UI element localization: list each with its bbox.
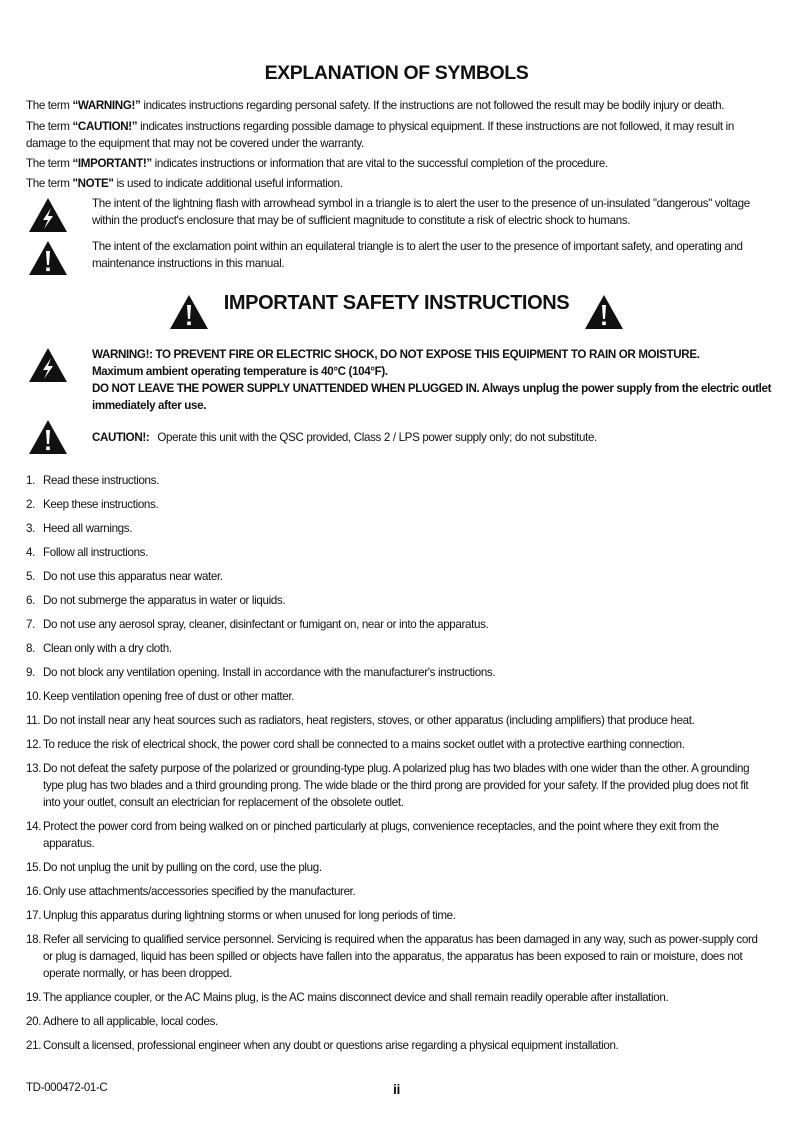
list-item-number: 5. (26, 570, 35, 583)
symbol-lightning-text: The intent of the lightning flash with arrowhead symbol in a triangle is to alert the user to the presence of un-insulated "dangerous" voltage within the product's enclosure that may be of sufficient magnitude to constitute a risk of electric shock to humans. (92, 197, 750, 227)
term-warning-definition: The term “WARNING!” indicates instructions regarding personal safety. If the instructions are not followed the result may be bodily injury or death. (26, 99, 725, 112)
section-title-symbols: EXPLANATION OF SYMBOLS (264, 62, 529, 84)
list-item-text: The appliance coupler, or the AC Mains plug, is the AC mains disconnect device and shall remain readily operable after installation. (43, 991, 669, 1004)
list-item-number: 15. (26, 861, 42, 874)
list-item (26, 616, 766, 633)
list-item (26, 496, 766, 513)
section-title-safety: IMPORTANT SAFETY INSTRUCTIONS (223, 292, 570, 314)
list-item-number: 13. (26, 762, 42, 775)
list-item (26, 931, 766, 982)
term-important: “IMPORTANT!” (72, 157, 152, 170)
term-caution-definition: The term “CAUTION!” indicates instructions regarding possible damage to physical equipment. If these instructions are not followed, it may result in damage to the equipment that may not be covered under the warranty. (26, 120, 734, 150)
list-item-text: Do not defeat the safety purpose of the polarized or grounding-type plug. A polarized plug has two blades with one wider than the other. A grounding type plug has two blades and a third grounding prong. The wide blade or the third prong are provided for your safety. If the provided plug does not fit into your outlet, consult an electrician for replacement of the obsolete outlet. (43, 762, 750, 809)
list-item-text: Clean only with a dry cloth. (43, 642, 172, 655)
list-item (26, 907, 766, 924)
list-item-number: 6. (26, 594, 35, 607)
list-item (26, 520, 766, 537)
list-item-text: Heed all warnings. (43, 522, 133, 535)
list-item (26, 568, 766, 585)
list-item-number: 3. (26, 522, 35, 535)
list-item-number: 20. (26, 1015, 42, 1028)
list-item (26, 859, 766, 876)
list-item-text: Read these instructions. (43, 474, 159, 487)
list-item-number: 19. (26, 991, 42, 1004)
term-important-definition: The term “IMPORTANT!” indicates instructions or information that are vital to the successful completion of the procedure. (26, 157, 608, 170)
list-item-number: 1. (26, 474, 35, 487)
list-item-text: Do not submerge the apparatus in water or liquids. (43, 594, 286, 607)
list-item-text: Do not block any ventilation opening. Install in accordance with the manufacturer's instructions. (43, 666, 496, 679)
list-item (26, 1037, 766, 1054)
list-item (26, 544, 766, 561)
term-warning: “WARNING!” (72, 99, 141, 112)
exclamation-warning-icon (584, 294, 624, 330)
list-item-text: Do not unplug the unit by pulling on the cord, use the plug. (43, 861, 322, 874)
caution-label: CAUTION!: (92, 431, 150, 444)
list-item (26, 883, 766, 900)
list-item-text: Unplug this apparatus during lightning storms or when unused for long periods of time. (43, 909, 456, 922)
list-item-number: 2. (26, 498, 35, 511)
list-item-number: 21. (26, 1039, 42, 1052)
list-item-number: 8. (26, 642, 35, 655)
caution-block (92, 429, 772, 446)
list-item (26, 989, 766, 1006)
list-item-text: Do not install near any heat sources such as radiators, heat registers, stoves, or other apparatus (including amplifiers) that produce heat. (43, 714, 695, 727)
list-item-text: Refer all servicing to qualified service personnel. Servicing is required when the apparatus has been damaged in any way, such as power-supply cord or plug is damaged, liquid has been spilled or objects have fallen into the apparatus, the apparatus has been exposed to rain or moisture, does not operate normally, or has been dropped. (43, 933, 758, 980)
list-item (26, 818, 766, 852)
document-number: TD-000472-01-C (26, 1082, 108, 1094)
list-item-text: Do not use any aerosol spray, cleaner, disinfectant or fumigant on, near or into the apparatus. (43, 618, 489, 631)
list-item-number: 16. (26, 885, 42, 898)
list-item-text: Keep ventilation opening free of dust or other matter. (43, 690, 295, 703)
list-item (26, 640, 766, 657)
list-item-text: To reduce the risk of electrical shock, the power cord shall be connected to a mains socket outlet with a protective earthing connection. (43, 738, 685, 751)
list-item-text: Keep these instructions. (43, 498, 159, 511)
list-item-text: Consult a licensed, professional engineer when any doubt or questions arise regarding a physical equipment installation. (43, 1039, 619, 1052)
list-item-text: Protect the power cord from being walked on or pinched particularly at plugs, convenience receptacles, and the point where they exit from the apparatus. (43, 820, 719, 850)
list-item-text: Follow all instructions. (43, 546, 149, 559)
safety-instructions-list (26, 472, 766, 1061)
list-item (26, 664, 766, 681)
list-item (26, 592, 766, 609)
symbol-exclamation-text: The intent of the exclamation point within an equilateral triangle is to alert the user to the presence of important safety, and operating and maintenance instructions in this manual. (92, 240, 743, 270)
list-item (26, 712, 766, 729)
list-item-text: Do not use this apparatus near water. (43, 570, 223, 583)
list-item (26, 1013, 766, 1030)
list-item-number: 9. (26, 666, 35, 679)
term-note: "NOTE" (72, 177, 114, 190)
term-caution: “CAUTION!” (72, 120, 138, 133)
list-item-number: 12. (26, 738, 42, 751)
caution-text: Operate this unit with the QSC provided, Class 2 / LPS power supply only; do not substitute. (157, 431, 597, 444)
list-item-number: 18. (26, 933, 42, 946)
warning-line-3: DO NOT LEAVE THE POWER SUPPLY UNATTENDED WHEN PLUGGED IN. Always unplug the power supply from the electric outlet immediately after use. (92, 382, 772, 412)
exclamation-warning-icon (28, 240, 68, 276)
term-note-definition: The term "NOTE" is used to indicate additional useful information. (26, 177, 343, 190)
list-item-number: 14. (26, 820, 42, 833)
page-number: ii (392, 1081, 401, 1097)
list-item (26, 688, 766, 705)
list-item (26, 472, 766, 489)
lightning-warning-icon (28, 347, 68, 383)
warning-line-2: Maximum ambient operating temperature is 40°C (104°F). (92, 365, 388, 378)
warning-block (92, 346, 772, 414)
list-item-text: Only use attachments/accessories specified by the manufacturer. (43, 885, 356, 898)
list-item-number: 11. (26, 714, 41, 727)
exclamation-warning-icon (28, 419, 68, 455)
lightning-warning-icon (28, 197, 68, 233)
warning-line-1: WARNING!: TO PREVENT FIRE OR ELECTRIC SHOCK, DO NOT EXPOSE THIS EQUIPMENT TO RAIN OR MOISTURE. (92, 348, 700, 361)
list-item-text: Adhere to all applicable, local codes. (43, 1015, 218, 1028)
list-item (26, 760, 766, 811)
list-item-number: 10. (26, 690, 42, 703)
list-item-number: 7. (26, 618, 35, 631)
list-item-number: 4. (26, 546, 35, 559)
list-item-number: 17. (26, 909, 42, 922)
list-item (26, 736, 766, 753)
